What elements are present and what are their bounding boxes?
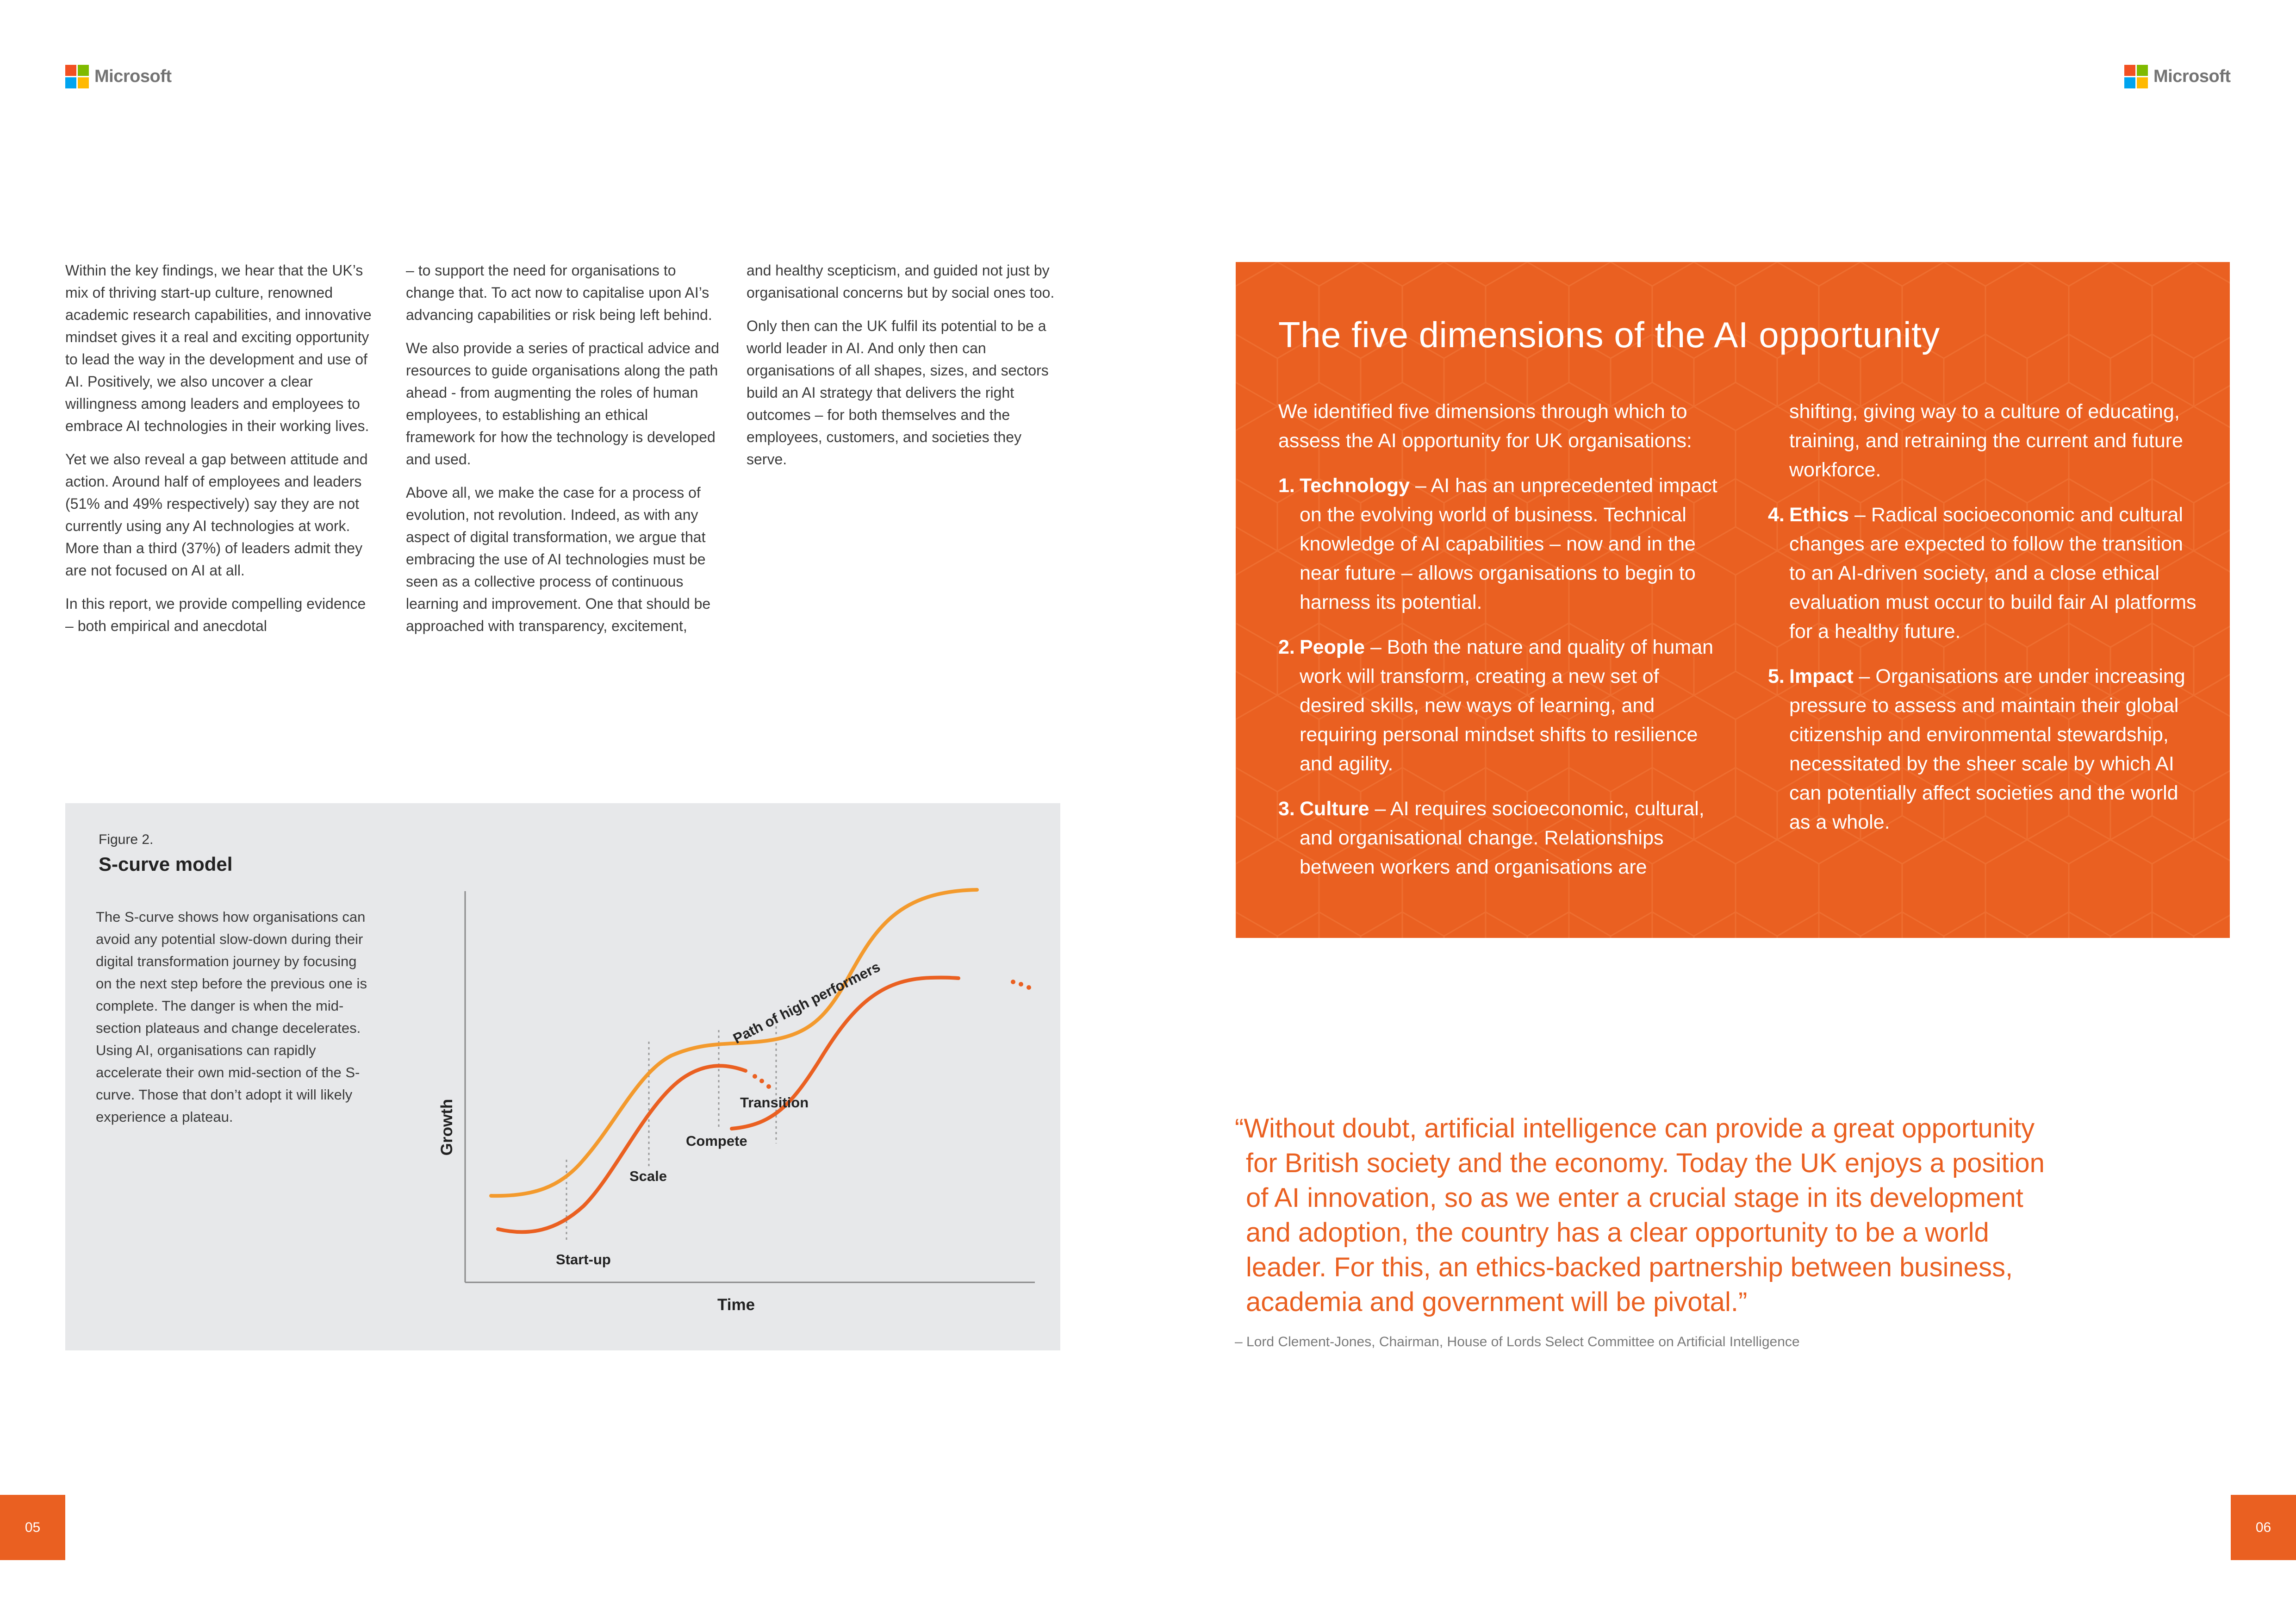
annotation-startup: Start-up bbox=[556, 1251, 611, 1268]
item-text: shifting, giving way to a culture of educating, training, and retraining the current and future workforce. bbox=[1789, 400, 2183, 481]
annotation-scale: Scale bbox=[629, 1168, 667, 1184]
dimension-item-culture bbox=[1278, 794, 1723, 882]
trail-dot bbox=[759, 1079, 764, 1083]
item-term: Culture bbox=[1300, 798, 1369, 820]
box-title: The five dimensions of the AI opportunity bbox=[1278, 314, 1940, 355]
paragraph: and healthy scepticism, and guided not just by organisational concerns but by social ones too. bbox=[747, 262, 1055, 301]
figure-label: Figure 2. bbox=[99, 832, 154, 847]
item-text: – AI has an unprecedented impact on the evolving world of business. Technical knowledge of AI capabilities – now and in the near future – allows organisations to begin to harness its potential. bbox=[1300, 475, 1717, 613]
figure-description: The S-curve shows how organisations can avoid any potential slow-down during their digital transformation journey by focusing on the next step before the previous one is complete. The danger is when the mid-section plateaus and change decelerates. Using AI, organisations can rapidly accelerate their own mid-section of the S-curve. Those that don’t adopt it will likely experience a plateau. bbox=[96, 909, 367, 1125]
quote-line: of AI innovation, so as we enter a crucial stage in its development bbox=[1246, 1183, 2023, 1213]
box-column-1 bbox=[1278, 397, 1723, 898]
quote-line: and adoption, the country has a clear opportunity to be a world bbox=[1246, 1218, 1989, 1248]
dimension-item-people bbox=[1278, 633, 1723, 779]
paragraph: Within the key findings, we hear that the UK’s mix of thriving start-up culture, renowned academic research capabilities, and innovative mindset gives it a real and exciting opportunity to lead the way in the development and use of AI. Positively, we also uncover a clear willingness among leaders and employees to embrace AI technologies in their working lives. bbox=[65, 262, 372, 434]
item-term: Technology bbox=[1300, 475, 1410, 497]
figure-title: S-curve model bbox=[99, 853, 233, 875]
item-number: 3. bbox=[1278, 798, 1295, 820]
paragraph: Above all, we make the case for a process of evolution, not revolution. Indeed, as with any aspect of digital transformation, we argue that embracing the use of AI technologies must be seen as a collective process of continuous learning and improvement. One that should be approached with transparency, excitement, bbox=[406, 484, 711, 634]
brand-name: Microsoft bbox=[2153, 66, 2231, 86]
annotation-high-performers: Path of high performers bbox=[730, 958, 883, 1047]
item-term: Impact bbox=[1789, 665, 1854, 687]
item-text: – AI requires socioeconomic, cultural, and organisational change. Relationships between workers and organisations are bbox=[1300, 798, 1705, 878]
trail-dot bbox=[766, 1084, 771, 1089]
page-number-right: 06 bbox=[2231, 1495, 2296, 1560]
s-curve-chart bbox=[65, 803, 1060, 1350]
quote-line: for British society and the economy. Today the UK enjoys a position bbox=[1246, 1148, 2045, 1178]
item-text: – Radical socioeconomic and cultural changes are expected to follow the transition to an AI-driven society, and a close ethical evaluation must occur to build fair AI platforms for a healthy future. bbox=[1789, 504, 2196, 643]
microsoft-squares-icon bbox=[65, 65, 89, 88]
paragraph: Yet we also reveal a gap between attitude and action. Around half of employees and leaders (51% and 49% respectively) say they are not currently using any AI technologies at work. More than a third (37%) of leaders admit they are not focused on AI at all. bbox=[65, 451, 368, 579]
quote-attribution: – Lord Clement-Jones, Chairman, House of Lords Select Committee on Artificial Intelligence bbox=[1235, 1334, 1800, 1349]
figure-panel bbox=[65, 803, 1060, 1350]
paragraph: In this report, we provide compelling evidence – both empirical and anecdotal bbox=[65, 595, 366, 634]
item-number: 5. bbox=[1768, 665, 1785, 687]
series-line-high-performers bbox=[491, 890, 977, 1196]
box-intro: We identified five dimensions through which to assess the AI opportunity for UK organisations: bbox=[1278, 400, 1692, 452]
dimension-item-impact bbox=[1768, 662, 2198, 837]
trail-dot bbox=[1019, 982, 1023, 987]
page-number-left: 05 bbox=[0, 1495, 65, 1560]
quote-line: academia and government will be pivotal.” bbox=[1246, 1287, 1748, 1317]
trail-dot bbox=[1027, 985, 1031, 990]
dimension-item-ethics bbox=[1768, 500, 2198, 646]
body-column-3 bbox=[747, 259, 1066, 481]
culture-continuation bbox=[1768, 397, 2198, 485]
x-axis-label: Time bbox=[717, 1296, 755, 1314]
item-term: People bbox=[1300, 636, 1365, 658]
body-column-1 bbox=[65, 259, 373, 648]
item-text: – Both the nature and quality of human work will transform, creating a new set of desired skills, new ways of learning, and requiring personal mindset shifts to resilience and agility. bbox=[1300, 636, 1714, 775]
five-dimensions-box bbox=[1236, 262, 2230, 938]
paragraph: We also provide a series of practical advice and resources to guide organisations along the path ahead - from augmenting the roles of human employees, to establishing an ethical framework for how the technology is developed and used. bbox=[406, 340, 720, 468]
quote-line: leader. For this, an ethics-backed partnership between business, bbox=[1246, 1252, 2013, 1282]
box-column-2 bbox=[1768, 397, 2198, 853]
item-number: 2. bbox=[1278, 636, 1295, 658]
item-text: – Organisations are under increasing pressure to assess and maintain their global citizenship and environmental stewardship, necessitated by the sheer scale by which AI can potentially affect societies and the world as a whole. bbox=[1789, 665, 2185, 833]
trail-dot bbox=[1011, 980, 1015, 984]
paragraph: Only then can the UK fulfil its potential to be a world leader in AI. And only then can organisations of all shapes, sizes, and sectors build an AI strategy that delivers the right outcomes – for both themselves and the employees, customers, and societies they serve. bbox=[747, 318, 1049, 468]
dimension-item-technology bbox=[1278, 471, 1723, 617]
y-axis-label: Growth bbox=[438, 1099, 456, 1156]
item-number: 1. bbox=[1278, 475, 1295, 497]
annotation-compete: Compete bbox=[686, 1133, 747, 1149]
microsoft-logo-left bbox=[65, 64, 172, 88]
microsoft-logo-right bbox=[2124, 64, 2231, 88]
body-column-2 bbox=[406, 259, 721, 648]
item-number: 4. bbox=[1768, 504, 1785, 526]
brand-name: Microsoft bbox=[94, 66, 172, 86]
trail-dot bbox=[753, 1074, 757, 1079]
item-term: Ethics bbox=[1789, 504, 1849, 526]
pull-quote bbox=[1235, 1111, 2123, 1319]
annotation-transition: Transition bbox=[740, 1094, 809, 1111]
microsoft-squares-icon bbox=[2124, 65, 2148, 88]
quote-line: “Without doubt, artificial intelligence can provide a great opportunity bbox=[1235, 1113, 2035, 1143]
paragraph: – to support the need for organisations to change that. To act now to capitalise upon AI’s advancing capabilities or risk being left behind. bbox=[406, 262, 712, 323]
